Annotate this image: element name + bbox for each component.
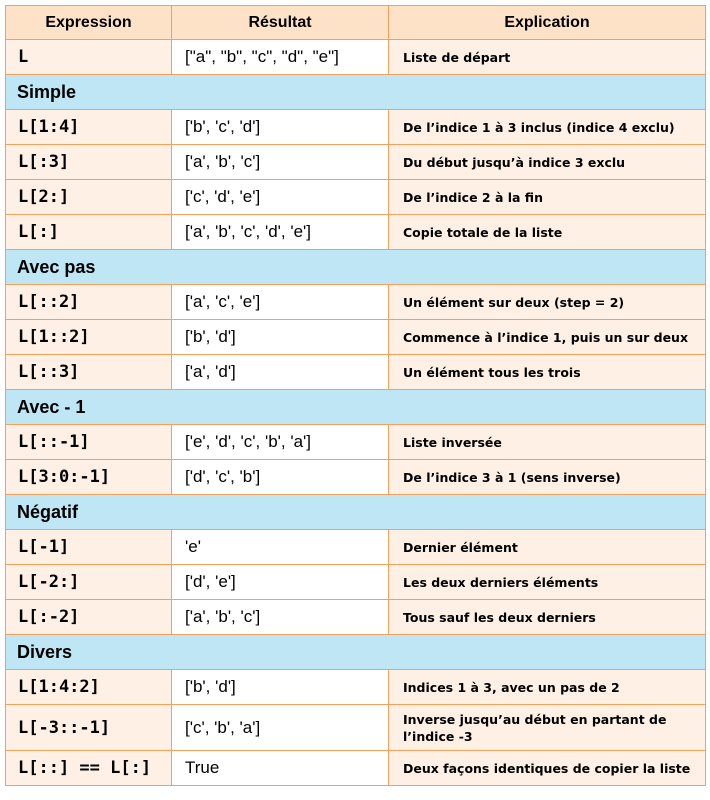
section-header-row <box>6 390 706 425</box>
table-row <box>6 751 706 786</box>
expression-cell: L[1::2] <box>6 320 172 355</box>
expression-cell: L[-2:] <box>6 565 172 600</box>
header-row <box>6 6 706 40</box>
expression-cell: L <box>6 40 172 75</box>
table-row <box>6 355 706 390</box>
section-header-row <box>6 250 706 285</box>
section-header-row <box>6 75 706 110</box>
result-cell: ['a', 'c', 'e'] <box>172 285 389 320</box>
expression-cell: L[:3] <box>6 145 172 180</box>
section-header-row <box>6 495 706 530</box>
explanation-cell: De l’indice 2 à la fin <box>389 180 706 215</box>
slicing-table-container <box>5 5 706 786</box>
explanation-cell: Du début jusqu’à indice 3 exclu <box>389 145 706 180</box>
result-cell: ['d', 'e'] <box>172 565 389 600</box>
explanation-cell: Les deux derniers éléments <box>389 565 706 600</box>
header-expression: Expression <box>6 6 172 40</box>
header-explication: Explication <box>389 6 706 40</box>
section-title: Avec pas <box>6 250 706 285</box>
result-cell: 'e' <box>172 530 389 565</box>
result-cell: ['b', 'c', 'd'] <box>172 110 389 145</box>
explanation-cell: Un élément tous les trois <box>389 355 706 390</box>
expression-cell: L[:-2] <box>6 600 172 635</box>
header-resultat: Résultat <box>172 6 389 40</box>
explanation-cell: De l’indice 3 à 1 (sens inverse) <box>389 460 706 495</box>
table-row-intro <box>6 40 706 75</box>
explanation-cell: Deux façons identiques de copier la liste <box>389 751 706 786</box>
explanation-cell: Copie totale de la liste <box>389 215 706 250</box>
section-title: Négatif <box>6 495 706 530</box>
table-row <box>6 670 706 705</box>
result-cell: ['b', 'd'] <box>172 670 389 705</box>
explanation-cell: Inverse jusqu’au début en partant de l’indice -3 <box>389 705 706 751</box>
expression-cell: L[-3::-1] <box>6 705 172 751</box>
result-cell: ['d', 'c', 'b'] <box>172 460 389 495</box>
explanation-cell: Liste de départ <box>389 40 706 75</box>
table-row <box>6 320 706 355</box>
expression-cell: L[-1] <box>6 530 172 565</box>
table-row <box>6 215 706 250</box>
expression-cell: L[1:4] <box>6 110 172 145</box>
expression-cell: L[:] <box>6 215 172 250</box>
table-row <box>6 600 706 635</box>
table-row <box>6 145 706 180</box>
explanation-cell: Liste inversée <box>389 425 706 460</box>
expression-cell: L[::3] <box>6 355 172 390</box>
section-title: Avec - 1 <box>6 390 706 425</box>
result-cell: ['c', 'b', 'a'] <box>172 705 389 751</box>
section-title: Simple <box>6 75 706 110</box>
result-cell: ['b', 'd'] <box>172 320 389 355</box>
table-row <box>6 565 706 600</box>
expression-cell: L[::2] <box>6 285 172 320</box>
expression-cell: L[2:] <box>6 180 172 215</box>
expression-cell: L[::] == L[:] <box>6 751 172 786</box>
expression-cell: L[::-1] <box>6 425 172 460</box>
explanation-cell: Tous sauf les deux derniers <box>389 600 706 635</box>
explanation-cell: De l’indice 1 à 3 inclus (indice 4 exclu) <box>389 110 706 145</box>
expression-cell: L[1:4:2] <box>6 670 172 705</box>
result-cell: ['a', 'b', 'c', 'd', 'e'] <box>172 215 389 250</box>
explanation-cell: Indices 1 à 3, avec un pas de 2 <box>389 670 706 705</box>
table-row <box>6 180 706 215</box>
result-cell: True <box>172 751 389 786</box>
result-cell: ['a', 'b', 'c'] <box>172 600 389 635</box>
table-row <box>6 705 706 751</box>
explanation-cell: Dernier élément <box>389 530 706 565</box>
slicing-table <box>5 5 706 786</box>
table-body <box>6 40 706 786</box>
explanation-cell: Un élément sur deux (step = 2) <box>389 285 706 320</box>
explanation-cell: Commence à l’indice 1, puis un sur deux <box>389 320 706 355</box>
table-row <box>6 530 706 565</box>
result-cell: ['e', 'd', 'c', 'b', 'a'] <box>172 425 389 460</box>
table-row <box>6 425 706 460</box>
section-header-row <box>6 635 706 670</box>
expression-cell: L[3:0:-1] <box>6 460 172 495</box>
table-row <box>6 460 706 495</box>
result-cell: ["a", "b", "c", "d", "e"] <box>172 40 389 75</box>
result-cell: ['c', 'd', 'e'] <box>172 180 389 215</box>
result-cell: ['a', 'd'] <box>172 355 389 390</box>
table-row <box>6 110 706 145</box>
table-row <box>6 285 706 320</box>
result-cell: ['a', 'b', 'c'] <box>172 145 389 180</box>
section-title: Divers <box>6 635 706 670</box>
